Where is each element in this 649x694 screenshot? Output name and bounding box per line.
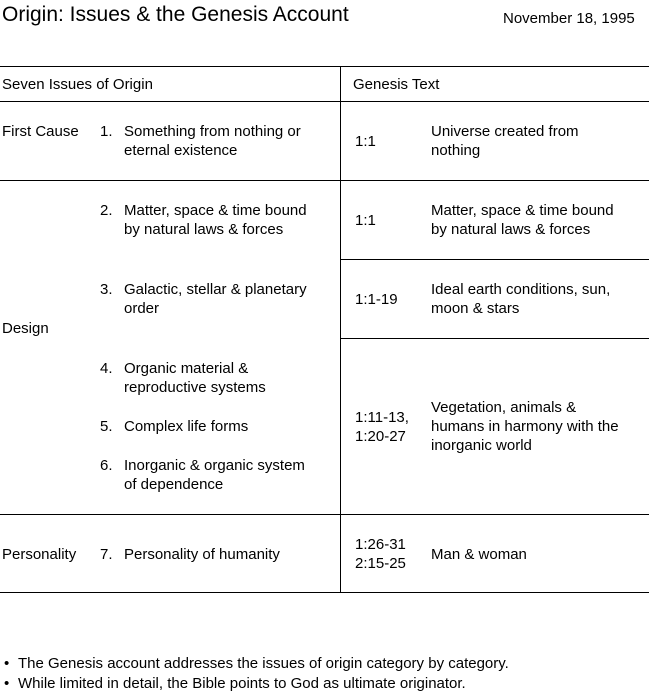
issue-text: Personality of humanity	[124, 546, 280, 563]
genesis-reference: 1:1	[355, 133, 376, 150]
issue-number: 6.	[100, 457, 113, 474]
date-label: November 18, 1995	[503, 10, 635, 27]
issue-text: Galactic, stellar & planetary	[124, 281, 307, 298]
issue-text: Inorganic & organic system	[124, 457, 305, 474]
header-bottom-rule	[0, 101, 649, 102]
column-divider	[340, 66, 341, 593]
genesis-column-header: Genesis Text	[353, 76, 440, 93]
genesis-reference: 1:11-13,	[355, 409, 409, 426]
genesis-text: Man & woman	[431, 546, 527, 563]
issue-number: 3.	[100, 281, 113, 298]
issue-number: 5.	[100, 418, 113, 435]
bullet-item	[4, 674, 466, 693]
genesis-reference: 2:15-25	[355, 555, 406, 572]
bullet-text: The Genesis account addresses the issues of origin category by category.	[18, 655, 509, 672]
bullet-text: While limited in detail, the Bible points to God as ultimate originator.	[18, 675, 466, 692]
issue-number: 4.	[100, 360, 113, 377]
genesis-reference: 1:1	[355, 212, 376, 229]
first-cause-bottom-rule	[0, 180, 649, 181]
issue-text: Matter, space & time bound	[124, 202, 307, 219]
genesis-row3-bottom-rule	[341, 338, 649, 339]
category-design: Design	[2, 320, 49, 337]
genesis-text: inorganic world	[431, 437, 532, 454]
genesis-text: Universe created from	[431, 123, 579, 140]
page-title: Origin: Issues & the Genesis Account	[2, 3, 349, 26]
issue-text: reproductive systems	[124, 379, 266, 396]
issue-text: Complex life forms	[124, 418, 249, 435]
issue-text: Something from nothing or	[124, 123, 301, 140]
table-top-rule	[0, 66, 649, 67]
bullet-dot-icon: •	[4, 655, 10, 672]
issue-number: 2.	[100, 202, 113, 219]
category-personality: Personality	[2, 546, 77, 563]
bullet-dot-icon: •	[4, 675, 10, 692]
genesis-text: Vegetation, animals &	[431, 399, 577, 416]
genesis-text: moon & stars	[431, 300, 520, 317]
genesis-text: Matter, space & time bound	[431, 202, 614, 219]
design-bottom-rule	[0, 514, 649, 515]
category-first-cause: First Cause	[2, 123, 79, 140]
issue-text: of dependence	[124, 476, 224, 493]
bullet-item	[4, 654, 509, 673]
genesis-text: Ideal earth conditions, sun,	[431, 281, 611, 298]
genesis-row2-bottom-rule	[341, 259, 649, 260]
issues-column-header: Seven Issues of Origin	[2, 76, 153, 93]
issue-text: Organic material &	[124, 360, 249, 377]
table-bottom-rule	[0, 592, 649, 593]
genesis-text: nothing	[431, 142, 481, 159]
genesis-reference: 1:1-19	[355, 291, 398, 308]
genesis-text: by natural laws & forces	[431, 221, 591, 238]
issue-text: eternal existence	[124, 142, 238, 159]
genesis-reference: 1:20-27	[355, 428, 406, 445]
issue-text: order	[124, 300, 160, 317]
issue-number: 1.	[100, 123, 113, 140]
issue-text: by natural laws & forces	[124, 221, 284, 238]
genesis-text: humans in harmony with the	[431, 418, 619, 435]
genesis-reference: 1:26-31	[355, 536, 406, 553]
issue-number: 7.	[100, 546, 113, 563]
